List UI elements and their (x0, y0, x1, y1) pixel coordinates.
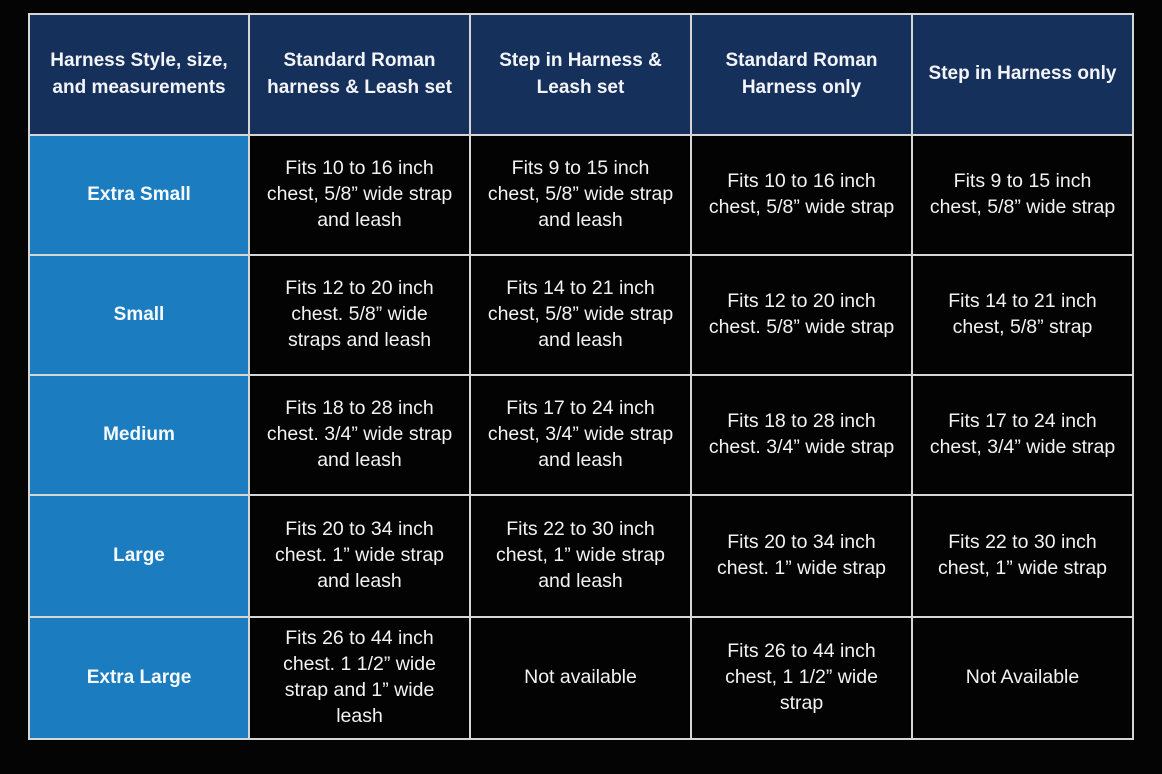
table-cell: Fits 9 to 15 inch chest, 5/8” wide strap (912, 135, 1133, 255)
column-header-measurements: Harness Style, size, and measurements (29, 14, 249, 135)
table-cell: Fits 26 to 44 inch chest. 1 1/2” wide strap and 1” wide leash (249, 617, 470, 739)
table-cell: Fits 14 to 21 inch chest, 5/8” strap (912, 255, 1133, 375)
column-header-step-in-leash-set: Step in Harness & Leash set (470, 14, 691, 135)
column-header-step-in-only: Step in Harness only (912, 14, 1133, 135)
table-cell: Fits 12 to 20 inch chest. 5/8” wide strap (691, 255, 912, 375)
table-row-small (29, 255, 1133, 375)
table-cell: Fits 12 to 20 inch chest. 5/8” wide straps and leash (249, 255, 470, 375)
table-cell: Fits 9 to 15 inch chest, 5/8” wide strap and leash (470, 135, 691, 255)
table-cell: Not Available (912, 617, 1133, 739)
row-header-small: Small (29, 255, 249, 375)
table-cell: Fits 10 to 16 inch chest, 5/8” wide strap and leash (249, 135, 470, 255)
table-cell: Not available (470, 617, 691, 739)
table-cell: Fits 10 to 16 inch chest, 5/8” wide strap (691, 135, 912, 255)
row-header-medium: Medium (29, 375, 249, 495)
table-cell: Fits 17 to 24 inch chest, 3/4” wide strap (912, 375, 1133, 495)
row-header-extra-small: Extra Small (29, 135, 249, 255)
table-cell: Fits 20 to 34 inch chest. 1” wide strap and leash (249, 495, 470, 617)
row-header-extra-large: Extra Large (29, 617, 249, 739)
table-cell: Fits 20 to 34 inch chest. 1” wide strap (691, 495, 912, 617)
table-row-extra-large (29, 617, 1133, 739)
table-cell: Fits 17 to 24 inch chest, 3/4” wide strap and leash (470, 375, 691, 495)
header-row (29, 14, 1133, 135)
row-header-large: Large (29, 495, 249, 617)
harness-size-table (28, 13, 1134, 740)
table-cell: Fits 18 to 28 inch chest. 3/4” wide strap (691, 375, 912, 495)
table-cell: Fits 26 to 44 inch chest, 1 1/2” wide strap (691, 617, 912, 739)
column-header-standard-roman-only: Standard Roman Harness only (691, 14, 912, 135)
table-cell: Fits 22 to 30 inch chest, 1” wide strap and leash (470, 495, 691, 617)
table-row-large (29, 495, 1133, 617)
table-row-medium (29, 375, 1133, 495)
table-cell: Fits 14 to 21 inch chest, 5/8” wide strap and leash (470, 255, 691, 375)
table-cell: Fits 18 to 28 inch chest. 3/4” wide strap and leash (249, 375, 470, 495)
table-row-extra-small (29, 135, 1133, 255)
column-header-standard-roman-leash-set: Standard Roman harness & Leash set (249, 14, 470, 135)
table-cell: Fits 22 to 30 inch chest, 1” wide strap (912, 495, 1133, 617)
